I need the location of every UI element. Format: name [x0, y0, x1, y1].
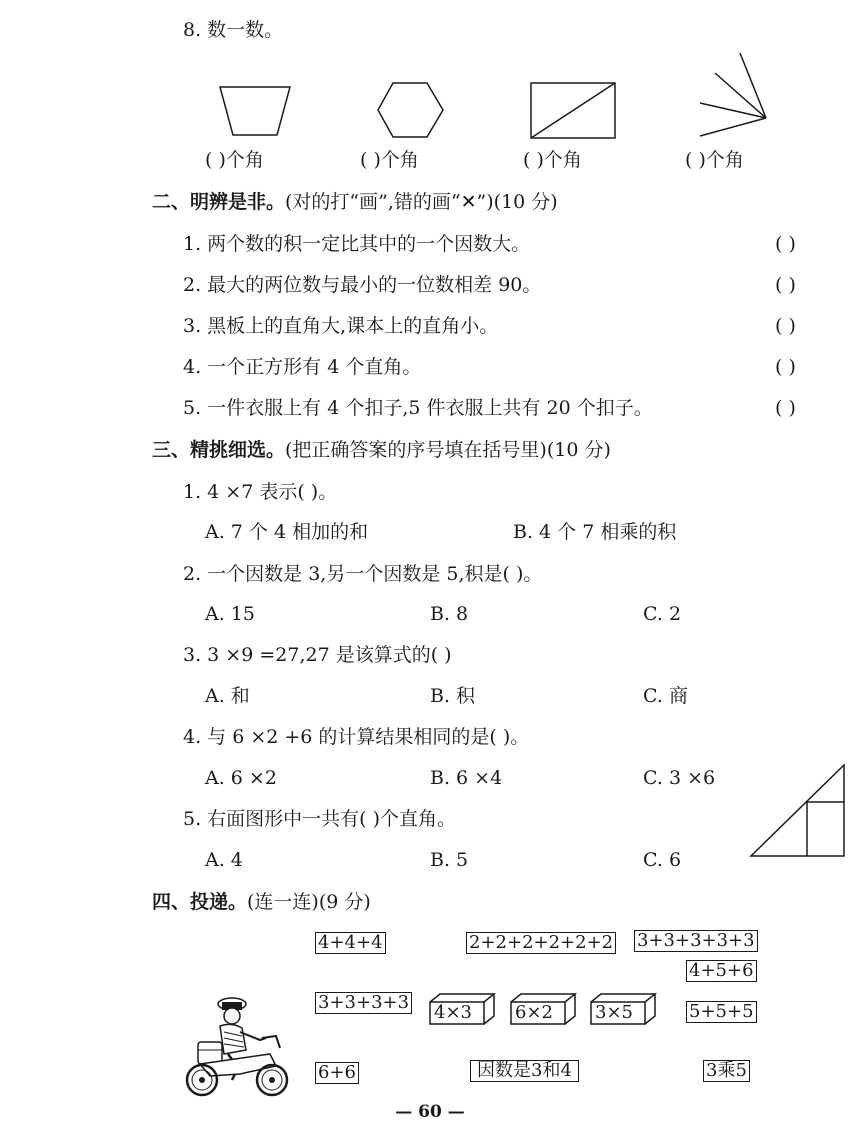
- cube-label: 6×2: [515, 1002, 553, 1023]
- true-false-item-4: 4. 一个正方形有 4 个直角。: [183, 356, 422, 378]
- hexagon-shape: [375, 80, 447, 142]
- expression-box-4-5-6[interactable]: 4+5+6: [686, 960, 757, 982]
- mail-carrier-motorcycle-illustration: [180, 992, 300, 1098]
- page-number: — 60 —: [395, 1102, 465, 1122]
- angle-count-blank-2[interactable]: ( )个角: [360, 149, 419, 171]
- mc-question-1: 1. 4 ×7 表示( )。: [183, 481, 338, 503]
- angle-count-blank-3[interactable]: ( )个角: [523, 149, 582, 171]
- mc-q5-option-a[interactable]: A. 4: [205, 849, 243, 871]
- angle-count-blank-1[interactable]: ( )个角: [205, 149, 264, 171]
- cube-label: 3×5: [595, 1002, 633, 1023]
- mc-q1-option-a[interactable]: A. 7 个 4 相加的和: [205, 521, 369, 543]
- mc-q4-option-a[interactable]: A. 6 ×2: [205, 767, 277, 789]
- true-false-answer-5[interactable]: ( ): [775, 397, 796, 419]
- expression-box-six-twos[interactable]: 2+2+2+2+2+2: [466, 932, 616, 954]
- true-false-answer-1[interactable]: ( ): [775, 233, 796, 255]
- mc-q4-option-c[interactable]: C. 3 ×6: [643, 767, 716, 789]
- mc-q1-option-b[interactable]: B. 4 个 7 相乘的积: [513, 521, 677, 543]
- section-2-title: 二、明辨是非。: [152, 191, 286, 213]
- mc-q2-option-a[interactable]: A. 15: [205, 603, 255, 625]
- true-false-answer-4[interactable]: ( ): [775, 356, 796, 378]
- rectangle-with-diagonal-shape: [528, 80, 618, 142]
- expression-box-6-6[interactable]: 6+6: [315, 1062, 359, 1084]
- right-angle-triangle-figure: [748, 762, 848, 860]
- expression-box-4x3-sum[interactable]: 4+4+4: [315, 932, 386, 954]
- angle-count-blank-4[interactable]: ( )个角: [685, 149, 744, 171]
- mc-q3-option-b[interactable]: B. 积: [430, 685, 476, 707]
- mc-question-4: 4. 与 6 ×2 +6 的计算结果相同的是( )。: [183, 726, 530, 748]
- section-4-heading: [152, 890, 371, 914]
- mc-q3-option-c[interactable]: C. 商: [643, 685, 688, 707]
- true-false-item-1: 1. 两个数的积一定比其中的一个因数大。: [183, 233, 531, 255]
- mc-q4-option-b[interactable]: B. 6 ×4: [430, 767, 503, 789]
- section-2-note: (对的打“画”,错的画“✕”)(10 分): [285, 191, 558, 213]
- section-4-title: 四、投递。: [152, 891, 248, 913]
- mc-q2-option-b[interactable]: B. 8: [430, 603, 469, 625]
- mc-q3-option-a[interactable]: A. 和: [205, 685, 250, 707]
- question-8-title: 8. 数一数。: [183, 19, 284, 41]
- true-false-item-2: 2. 最大的两位数与最小的一位数相差 90。: [183, 274, 542, 296]
- section-2-heading: [152, 190, 558, 214]
- mc-q2-option-c[interactable]: C. 2: [643, 603, 682, 625]
- section-3-title: 三、精挑细选。: [152, 439, 286, 461]
- angle-rays-shape: [690, 48, 780, 143]
- mc-question-3: 3. 3 ×9 =27,27 是该算式的( ): [183, 644, 452, 666]
- mc-question-2: 2. 一个因数是 3,另一个因数是 5,积是( )。: [183, 563, 543, 585]
- true-false-answer-2[interactable]: ( ): [775, 274, 796, 296]
- expression-box-3-times-5[interactable]: 3乘5: [703, 1060, 750, 1082]
- true-false-item-5: 5. 一件衣服上有 4 个扣子,5 件衣服上共有 20 个扣子。: [183, 397, 653, 419]
- section-3-heading: [152, 438, 611, 462]
- true-false-answer-3[interactable]: ( ): [775, 315, 796, 337]
- expression-box-factors-3-4[interactable]: 因数是3和4: [470, 1060, 579, 1082]
- mc-question-5: 5. 右面图形中一共有( )个直角。: [183, 808, 457, 830]
- trapezoid-shape: [215, 82, 295, 142]
- section-3-note: (把正确答案的序号填在括号里)(10 分): [285, 439, 611, 461]
- expression-box-five-threes[interactable]: 3+3+3+3+3: [634, 930, 758, 952]
- mc-q5-option-b[interactable]: B. 5: [430, 849, 469, 871]
- expression-box-four-threes[interactable]: 3+3+3+3: [315, 992, 412, 1014]
- expression-box-5-5-5[interactable]: 5+5+5: [686, 1001, 757, 1023]
- mc-q5-option-c[interactable]: C. 6: [643, 849, 682, 871]
- cube-label: 4×3: [434, 1002, 472, 1023]
- section-4-note: (连一连)(9 分): [247, 891, 371, 913]
- true-false-item-3: 3. 黑板上的直角大,课本上的直角小。: [183, 315, 499, 337]
